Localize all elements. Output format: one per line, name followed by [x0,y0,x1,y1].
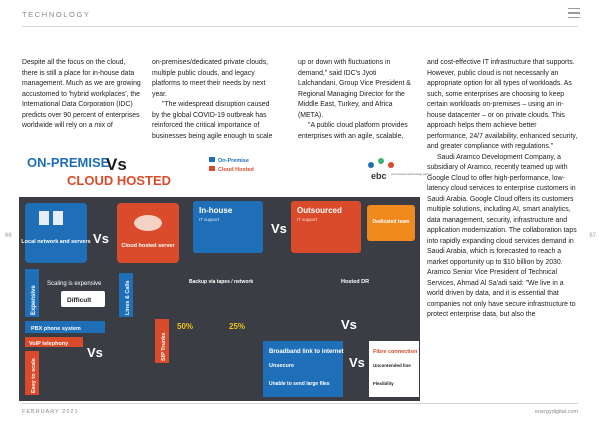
lines-calls-label: Lines & Calls [125,280,131,315]
flexibility-label: Flexibility [373,381,394,386]
footer-date: FEBRUARY 2021 [22,409,79,415]
article-paragraph: "A public cloud platform provides enterprises with an agile, scalable, [298,122,408,140]
article-paragraph: "The widespread disruption caused by the global COVID-19 outbreak has reinforced the critical importance of businesses being agile enough to scale [152,101,273,140]
ebc-logo-sub: your trusted technology partner [391,172,433,176]
vs-label: Vs [271,221,287,236]
outsourced-sub: IT support [297,217,318,222]
footer-rule [22,403,578,404]
cloud-icon [134,215,162,231]
title-cloud-hosted: CLOUD HOSTED [67,173,171,188]
article-paragraph: up or down with fluctuations in demand," said IDC's Jyoti Lalchandani, Group Vice President & Regional Managing Director for the Middle East, Turkey, and Africa (META). [298,59,411,119]
expensive-label: Expensive [31,285,37,315]
on-premise-vs-cloud-infographic [19,145,433,401]
header-rule [22,26,578,27]
hosted-dr-label: Hosted DR [341,279,370,285]
ebc-logo: ebc [371,171,387,181]
title-on-premise: ON-PREMISE [27,155,110,170]
title-vs: Vs [106,155,127,174]
cloud-server-label: Cloud hosted server [121,243,175,249]
difficult-label: Difficult [67,297,92,304]
dedicated-team: Dedicated team [372,219,410,225]
vs-label: Vs [341,317,357,332]
inhouse-sub: IT support [199,217,220,222]
article-column-1 [22,58,142,132]
percent-25: 25% [229,322,246,331]
local-network-label: Local network and servers [21,239,91,245]
unsecure-label: Unsecure [269,363,295,369]
article-column-4 [427,58,579,321]
hamburger-menu-icon[interactable] [568,8,580,18]
section-label: TECHNOLOGY [22,10,91,19]
uncontended-label: Uncontended line [373,363,411,368]
easy-scale-label: Easy to scale [31,358,37,393]
sip-trunks-label: SIP Trunks [161,332,167,361]
article-column-2 [152,58,276,142]
pbx-label: PBX phone system [31,326,81,332]
article-paragraph: Saudi Aramco Development Company, a subsidiary of Aramco, recently teamed up with Google Cloud to offer high-performance, low-latency cloud services to enterprise customers in Saudi Arabia. Google Cloud offers its customers multiple solutions, including AI, smart analytics, data management, security, infrastructure and application modernization. The collaboration taps into rapidly expanding cloud services demand in Saudi Arabia, which is forecasted to reach a market opportunity up to $10 billion by 2030. Aramco Senior Vice President of Technical Services, Ahmad Al Sa'adi said: "We live in a world driven by data, and it is essential that companies not only have secure infrastructure to protect enterprise data, but also the [427,153,577,318]
voip-label: VoIP telephony [29,341,69,347]
server-icon [53,211,63,225]
vs-label: Vs [349,355,365,370]
server-icon [39,211,49,225]
page-number-right: 67 [589,233,596,239]
logo-dot [378,158,384,164]
logo-dot [368,162,374,168]
article-column-3 [298,58,416,142]
article-paragraph: Despite all the focus on the cloud, there is still a place for in-house data management. Much as we are growing accustomed to 'hybrid workplaces', the International Data Corporation (IDC) predicts over 90 percent of enterprises worldwide will rely on a mix of [22,59,141,129]
inhouse-title: In-house [199,206,233,215]
vs-label: Vs [93,231,109,246]
legend-cloud-swatch [209,166,215,171]
legend-onprem: On-Premise [218,158,249,164]
page-number-left: 66 [5,233,12,239]
broadband-label: Broadband link to internet [269,349,344,355]
logo-dot [388,162,394,168]
vs-label: Vs [87,345,103,360]
scaling-label: Scaling is expensive [47,281,102,287]
cloud-server-panel [117,203,179,263]
article-paragraph: on-premises/dedicated private clouds, multiple public clouds, and legacy platforms to meet their needs by next year. [152,59,269,98]
fibre-label: Fibre connection [373,349,418,355]
percent-50: 50% [177,322,194,331]
backup-label: Backup via tapes / network [189,279,254,285]
legend-cloud: Cloud Hosted [218,167,254,173]
article-paragraph: and cost-effective IT infrastructure that supports. However, public cloud is not necessarily an appropriate option for all types of workloads. As such, some enterprises are choosing to keep certain workloads on-premises – using an in-house datacenter – or on private clouds. This approach helps them achieve better performance, 24/7 availability, enhanced security, and greater compliance with regulations." [427,59,578,150]
legend-onprem-swatch [209,157,215,162]
unable-scale-label: Unable to send large files [269,381,330,387]
outsourced-title: Outsourced [297,206,342,215]
footer-website: energydigital.com [534,409,578,415]
